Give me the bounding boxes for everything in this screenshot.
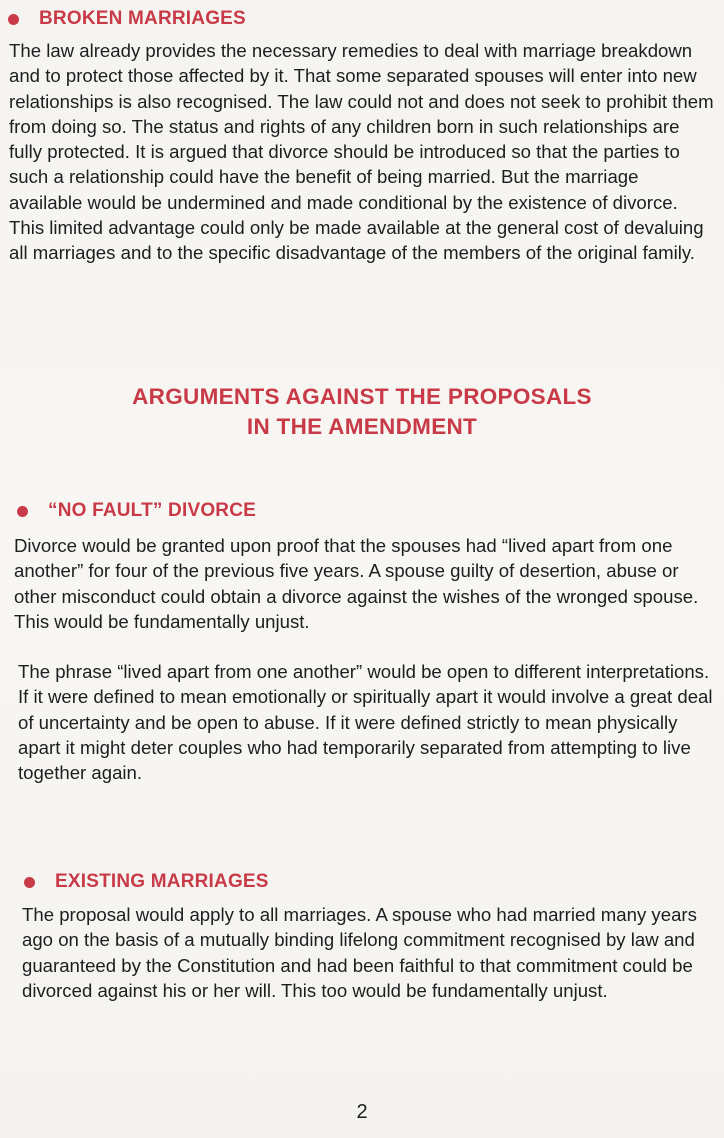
title-line-2: IN THE AMENDMENT <box>246 414 478 439</box>
title-line-1: ARGUMENTS AGAINST THE PROPOSALS <box>132 384 592 409</box>
section-heading <box>0 500 724 522</box>
section-paragraph: Divorce would be granted upon proof that the spouses had “lived apart from one another” for four of the previous five years. A spouse guilty of desertion, abuse or other misconduct could obtain a divorce against the wishes of the wronged spouse. This would be fundamentally unjust. <box>14 535 699 632</box>
heading-text: BROKEN MARRIAGES <box>39 8 246 29</box>
section-existing-marriages <box>0 871 724 1003</box>
page-number: 2 <box>356 1101 368 1123</box>
section-paragraph: The phrase “lived apart from one another” would be open to different interpretations. If it were defined to mean emotionally or spiritually apart it would involve a great deal of uncertainty and be open to abuse. If it were defined strictly to mean physically apart it might deter couples who had temporarily separated from attempting to live together again. <box>18 661 713 784</box>
heading-text: “NO FAULT” DIVORCE <box>48 500 257 521</box>
section-broken-marriages <box>0 8 724 266</box>
page-title <box>0 382 724 442</box>
section-no-fault-divorce <box>0 500 724 786</box>
heading-text: EXISTING MARRIAGES <box>55 871 269 892</box>
bullet-icon <box>8 14 19 25</box>
section-heading <box>0 8 724 30</box>
bullet-icon <box>24 877 35 888</box>
bullet-icon <box>17 506 28 517</box>
section-paragraph: The proposal would apply to all marriages. A spouse who had married many years ago on the basis of a mutually binding lifelong commitment recognised by law and guaranteed by the Constitution and had been faithful to that commitment could be divorced against his or her will. This too would be fundamentally unjust. <box>22 904 697 1001</box>
section-paragraph: The law already provides the necessary remedies to deal with marriage breakdown and to protect those affected by it. That some separated spouses will enter into new relationships is also recognised. The law could not and does not seek to prohibit them from doing so. The status and rights of any children born in such relationships are fully protected. It is argued that divorce should be introduced so that the parties to such a relationship could have the benefit of being married. But the marriage available would be undermined and made conditional by the existence of divorce. This limited advantage could only be made available at the general cost of devaluing all marriages and to the specific disadvantage of the members of the original family. <box>9 40 714 264</box>
section-heading <box>0 871 724 893</box>
